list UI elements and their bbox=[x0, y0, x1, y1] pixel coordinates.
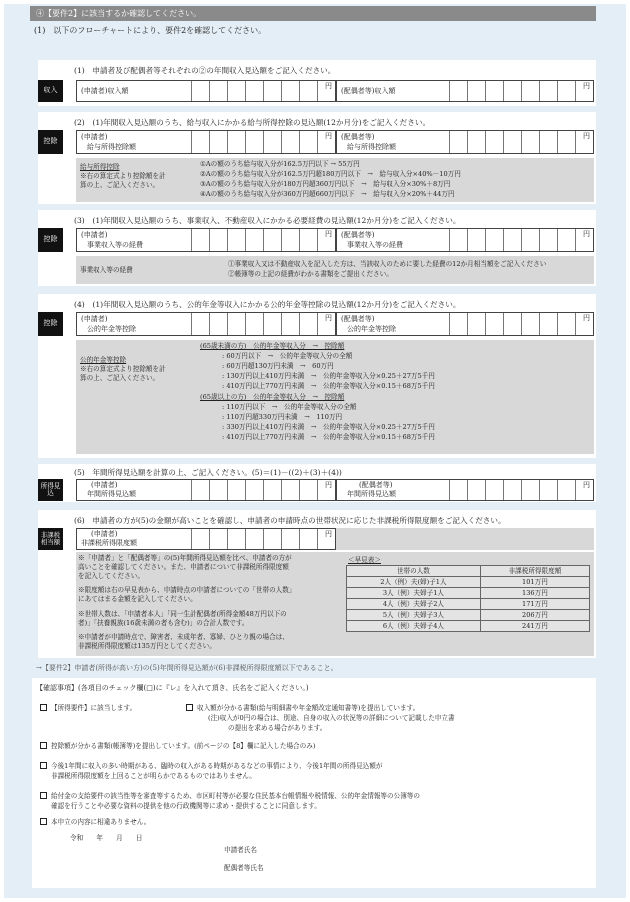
field-label: (配偶者等) bbox=[341, 133, 375, 141]
section-title: (2) (1)年間収入見込額のうち、給与収入にかかる給与所得控除の見込額(12か月分)をご記入ください。 bbox=[74, 118, 431, 127]
item-text: 本申立の内容に相違ありません。 bbox=[51, 818, 151, 826]
section-tag: 収入 bbox=[38, 80, 63, 102]
formula-line: : 330万円以上410万円未満 → 公的年金等収入分×0.25＋27万5千円 bbox=[222, 423, 435, 431]
item-text: 控除額が分かる書類(帳簿等)を提出しています。(前ページの【8】欄に記入した場合のみ) bbox=[51, 742, 316, 750]
note-line: 者)」「扶養親族(16歳未満の者も含む)」の合計人数です。 bbox=[78, 619, 249, 627]
formula-line: : 410万円以上770万円未満 → 公的年金等収入分×0.15＋68万5千円 bbox=[222, 433, 435, 441]
formula-line: : 60万円超130万円未満 → 60万円 bbox=[222, 362, 334, 370]
note-title: 公的年金等控除 bbox=[80, 356, 127, 364]
section-tag: 控除 bbox=[38, 228, 63, 252]
section-tax-exempt-limit bbox=[38, 510, 596, 658]
yen-unit: 円 bbox=[325, 314, 332, 322]
confirm-item-income-forecast bbox=[40, 762, 382, 771]
spouse-pension-deduction-field[interactable] bbox=[336, 312, 594, 336]
table-cell: 171万円 bbox=[480, 599, 589, 610]
section-tag: 非課税相当額 bbox=[38, 528, 63, 550]
item-note: (注)収入が0円の場合は、別途、自身の収入の状況等の詳細について記載した申立書 bbox=[208, 714, 455, 722]
table-cell: 2人（例）夫(婦)子1人 bbox=[347, 577, 481, 588]
note-line: ※「申請者」と「配偶者等」の(5)年間所得見込額を比べ、申請者の方が bbox=[78, 554, 292, 562]
checkbox[interactable] bbox=[186, 704, 193, 711]
section-business-expenses bbox=[38, 210, 596, 286]
checkbox[interactable] bbox=[40, 792, 47, 799]
table-cell: 206万円 bbox=[480, 610, 589, 621]
section-title: (1) 申請者及び配偶者等それぞれの②の年間収入見込額をご記入ください。 bbox=[74, 66, 336, 75]
section-pension-deduction bbox=[38, 294, 596, 458]
field-label: (申請者) bbox=[91, 530, 118, 538]
formula-line: ③Aの額のうち給与収入分が180万円超360万円以下 → 給与収入分×30%＋8万円 bbox=[200, 180, 451, 188]
field-label: (配偶者等) bbox=[341, 315, 375, 323]
field-label: (申請者) bbox=[81, 133, 108, 141]
note-line: を記入してください。 bbox=[78, 572, 144, 580]
yen-unit: 円 bbox=[583, 132, 590, 140]
field-label: (申請者) bbox=[81, 315, 108, 323]
applicant-business-expense-field[interactable] bbox=[76, 228, 336, 252]
item-text: 確認を行うことや必要な資料の提供を他の行政機関等に求め・提供することに同意します。 bbox=[51, 802, 321, 810]
quick-reference-table bbox=[346, 565, 590, 632]
yen-unit: 円 bbox=[325, 481, 332, 489]
quick-table-title: ＜早見表＞ bbox=[348, 556, 381, 564]
formula-panel bbox=[76, 158, 594, 202]
field-label: (配偶者等) bbox=[341, 231, 375, 239]
spouse-name-field[interactable]: 配偶者等氏名 bbox=[224, 864, 264, 872]
field-label: (申請者)収入額 bbox=[81, 87, 129, 95]
note-title: 給与所得控除 bbox=[80, 163, 120, 171]
note-line: ※世帯人数は、「申請者本人」「同一生計配偶者(所得金額48万円以下の bbox=[78, 610, 287, 618]
confirm-item-consent bbox=[40, 792, 420, 801]
over-65-heading: (65歳以上の方) 公的年金等収入分 → 控除額 bbox=[200, 393, 345, 401]
note-text: 算の上、ご記入ください。 bbox=[80, 374, 160, 382]
table-header: 非課税所得限度額 bbox=[480, 566, 589, 577]
field-label: 事業収入等の経費 bbox=[87, 241, 143, 249]
section-title: (3) (1)年間収入見込額のうち、事業収入、不動産収入にかかる必要経費の見込額(12か月分)をご記入ください。 bbox=[74, 216, 461, 225]
requirement-2-note: →【要件2】申請者(所得が高い方)の(5)年間所得見込額が(6)非課税所得限度額以下であること。 bbox=[36, 664, 338, 672]
checkbox[interactable] bbox=[40, 818, 47, 825]
applicant-tax-exempt-limit-field[interactable] bbox=[76, 528, 336, 550]
field-label: (配偶者等)収入額 bbox=[341, 87, 396, 95]
spouse-income-field[interactable] bbox=[336, 80, 594, 102]
field-label: 年間所得見込額 bbox=[347, 490, 396, 498]
item-text: 収入額が分かる書類(給与明細書や年金額改定通知書等)を提出しています。 bbox=[197, 704, 420, 712]
pension-formula-panel bbox=[76, 340, 594, 454]
spouse-income-estimate-field[interactable] bbox=[336, 479, 594, 501]
formula-line: : 130万円以上410万円未満 → 公的年金等収入分×0.25＋27万5千円 bbox=[222, 372, 435, 380]
confirm-item-deduction-docs bbox=[40, 742, 315, 751]
formula-line: ①Aの額のうち給与収入分が162.5万円以下 → 55万円 bbox=[200, 160, 360, 168]
field-label: 年間所得見込額 bbox=[87, 490, 136, 498]
section-salary-deduction bbox=[38, 112, 596, 204]
note-text: 算の上、ご記入ください。 bbox=[80, 181, 160, 189]
intro-text: (1) 以下のフローチャートにより、要件2を確認してください。 bbox=[34, 26, 267, 35]
table-cell: 241万円 bbox=[480, 621, 589, 632]
note-line: 高いことを確認してください。また、申請者について非課税所得限度額 bbox=[78, 563, 289, 571]
confirmation-section bbox=[32, 678, 596, 888]
applicant-salary-deduction-field[interactable] bbox=[76, 130, 336, 154]
note-line: ②帳簿等の上記の経費がわかる書類をご提出ください。 bbox=[228, 270, 393, 278]
applicant-income-field[interactable] bbox=[76, 80, 336, 102]
yen-unit: 円 bbox=[325, 132, 332, 140]
section-title: (6) 申請者の方が(5)の金額が高いことを確認し、申請者の申請時点の世帯状況に応じた非課税所得限度額をご記入ください。 bbox=[74, 516, 506, 525]
note-title: 事業収入等の経費 bbox=[80, 266, 133, 274]
confirm-item-requirement bbox=[40, 704, 136, 713]
checkbox[interactable] bbox=[40, 742, 47, 749]
item-note: の提出を求める場合があります。 bbox=[228, 724, 327, 732]
note-line: 非課税所得限度額は135万円としてください。 bbox=[78, 642, 216, 650]
spouse-salary-deduction-field[interactable] bbox=[336, 130, 594, 154]
spouse-business-expense-field[interactable] bbox=[336, 228, 594, 252]
item-text: 今後1年間に収入の多い時期がある、臨時の収入がある時期があるなどの事情により、今後1年間の所得見込額が bbox=[51, 762, 383, 770]
note-text: ※右の算定式より控除額を計 bbox=[80, 172, 166, 180]
section-header: ④【要件2】に該当するか確認してください。 bbox=[30, 6, 596, 21]
note-text: ※右の算定式より控除額を計 bbox=[80, 365, 166, 373]
field-label: (配偶者等) bbox=[359, 481, 393, 489]
section-income-estimate bbox=[38, 464, 596, 502]
note-line: ①事業収入又は不動産収入を記入した方は、当該収入のために要した経費の12か月相当額をご記入ください bbox=[228, 260, 547, 268]
table-header: 世帯の人数 bbox=[347, 566, 481, 577]
formula-line: ②Aの額のうち給与収入分が162.5万円超180万円以下 → 給与収入分×40%－10万円 bbox=[200, 170, 461, 178]
section-title: (4) (1)年間収入見込額のうち、公的年金等収入にかかる公的年金等控除の見込額(12か月分)をご記入ください。 bbox=[74, 300, 461, 309]
note-line: にあてはまる金額を記入してください。 bbox=[78, 595, 197, 603]
yen-unit: 円 bbox=[325, 530, 332, 538]
formula-line: : 60万円以下 → 公的年金等収入分の全額 bbox=[222, 352, 353, 360]
yen-unit: 円 bbox=[583, 82, 590, 90]
field-label: 非課税所得限度額 bbox=[81, 539, 137, 547]
blank-area bbox=[336, 528, 594, 550]
table-cell: 6人（例）夫婦子4人 bbox=[347, 621, 481, 632]
field-label: 事業収入等の経費 bbox=[347, 241, 403, 249]
note-line: ※申請者が申請時点で、障害者、未成年者、寡婦、ひとり親の場合は、 bbox=[78, 633, 289, 641]
yen-unit: 円 bbox=[325, 230, 332, 238]
confirm-item-truth bbox=[40, 818, 150, 827]
applicant-pension-deduction-field[interactable] bbox=[76, 312, 336, 336]
section-tag: 控除 bbox=[38, 312, 63, 336]
section-title: (5) 年間所得見込額を計算の上、ご記入ください。(5)＝(1)－((2)＋(3)＋(4)) bbox=[74, 468, 342, 477]
applicant-income-estimate-field[interactable] bbox=[76, 479, 336, 501]
yen-unit: 円 bbox=[583, 314, 590, 322]
field-label: 給与所得控除額 bbox=[87, 143, 136, 151]
field-label: (申請者) bbox=[91, 481, 118, 489]
formula-line: : 110万円以下 → 公的年金等収入分の全額 bbox=[222, 403, 357, 411]
yen-unit: 円 bbox=[325, 82, 332, 90]
date-field[interactable]: 令和 年 月 日 bbox=[70, 834, 143, 842]
checkbox[interactable] bbox=[40, 704, 47, 711]
formula-line: : 410万円以上770万円未満 → 公的年金等収入分×0.15＋68万5千円 bbox=[222, 382, 435, 390]
expense-note-panel bbox=[76, 256, 594, 284]
field-label: 公的年金等控除 bbox=[347, 325, 396, 333]
table-cell: 101万円 bbox=[480, 577, 589, 588]
form-page bbox=[4, 4, 626, 898]
field-label: (申請者) bbox=[81, 231, 108, 239]
table-cell: 136万円 bbox=[480, 588, 589, 599]
field-label: 公的年金等控除 bbox=[87, 325, 136, 333]
item-text: 給付金の支給要件の該当性等を審査等するため、市区町村等が必要な住民基本台帳情報や税情報、公的年金情報等の公簿等の bbox=[51, 792, 420, 800]
confirm-item-documents bbox=[186, 704, 419, 713]
confirmation-title: 【確認事項】(各項目のチェック欄(□)に『レ』を入れて頂き、氏名をご記入ください。) bbox=[36, 684, 309, 692]
section-income bbox=[38, 60, 596, 106]
section-tag: 所得見込 bbox=[38, 479, 63, 501]
field-label: 給与所得控除額 bbox=[347, 143, 396, 151]
under-65-heading: (65歳未満の方) 公的年金等収入分 → 控除額 bbox=[200, 342, 345, 350]
yen-unit: 円 bbox=[583, 230, 590, 238]
table-cell: 5人（例）夫婦子3人 bbox=[347, 610, 481, 621]
item-text: 非課税所得限度額を上回ることが明らかであるものではありません。 bbox=[51, 772, 256, 780]
formula-line: : 110万円超330万円未満 → 110万円 bbox=[222, 413, 343, 421]
table-cell: 3人（例）夫婦子1人 bbox=[347, 588, 481, 599]
checkbox[interactable] bbox=[40, 762, 47, 769]
formula-line: ④Aの額のうち給与収入分が360万円超660万円以下 → 給与収入分×20%＋44万円 bbox=[200, 190, 455, 198]
limit-notes-panel bbox=[76, 552, 594, 656]
section-tag: 控除 bbox=[38, 130, 63, 154]
item-text: 【所得要件】に該当します。 bbox=[51, 704, 137, 712]
applicant-name-field[interactable]: 申請者氏名 bbox=[224, 846, 257, 854]
note-line: ※限度額は右の早見表から、申請時点の申請者についての「世帯の人数」 bbox=[78, 586, 296, 594]
table-cell: 4人（例）夫婦子2人 bbox=[347, 599, 481, 610]
yen-unit: 円 bbox=[583, 481, 590, 489]
